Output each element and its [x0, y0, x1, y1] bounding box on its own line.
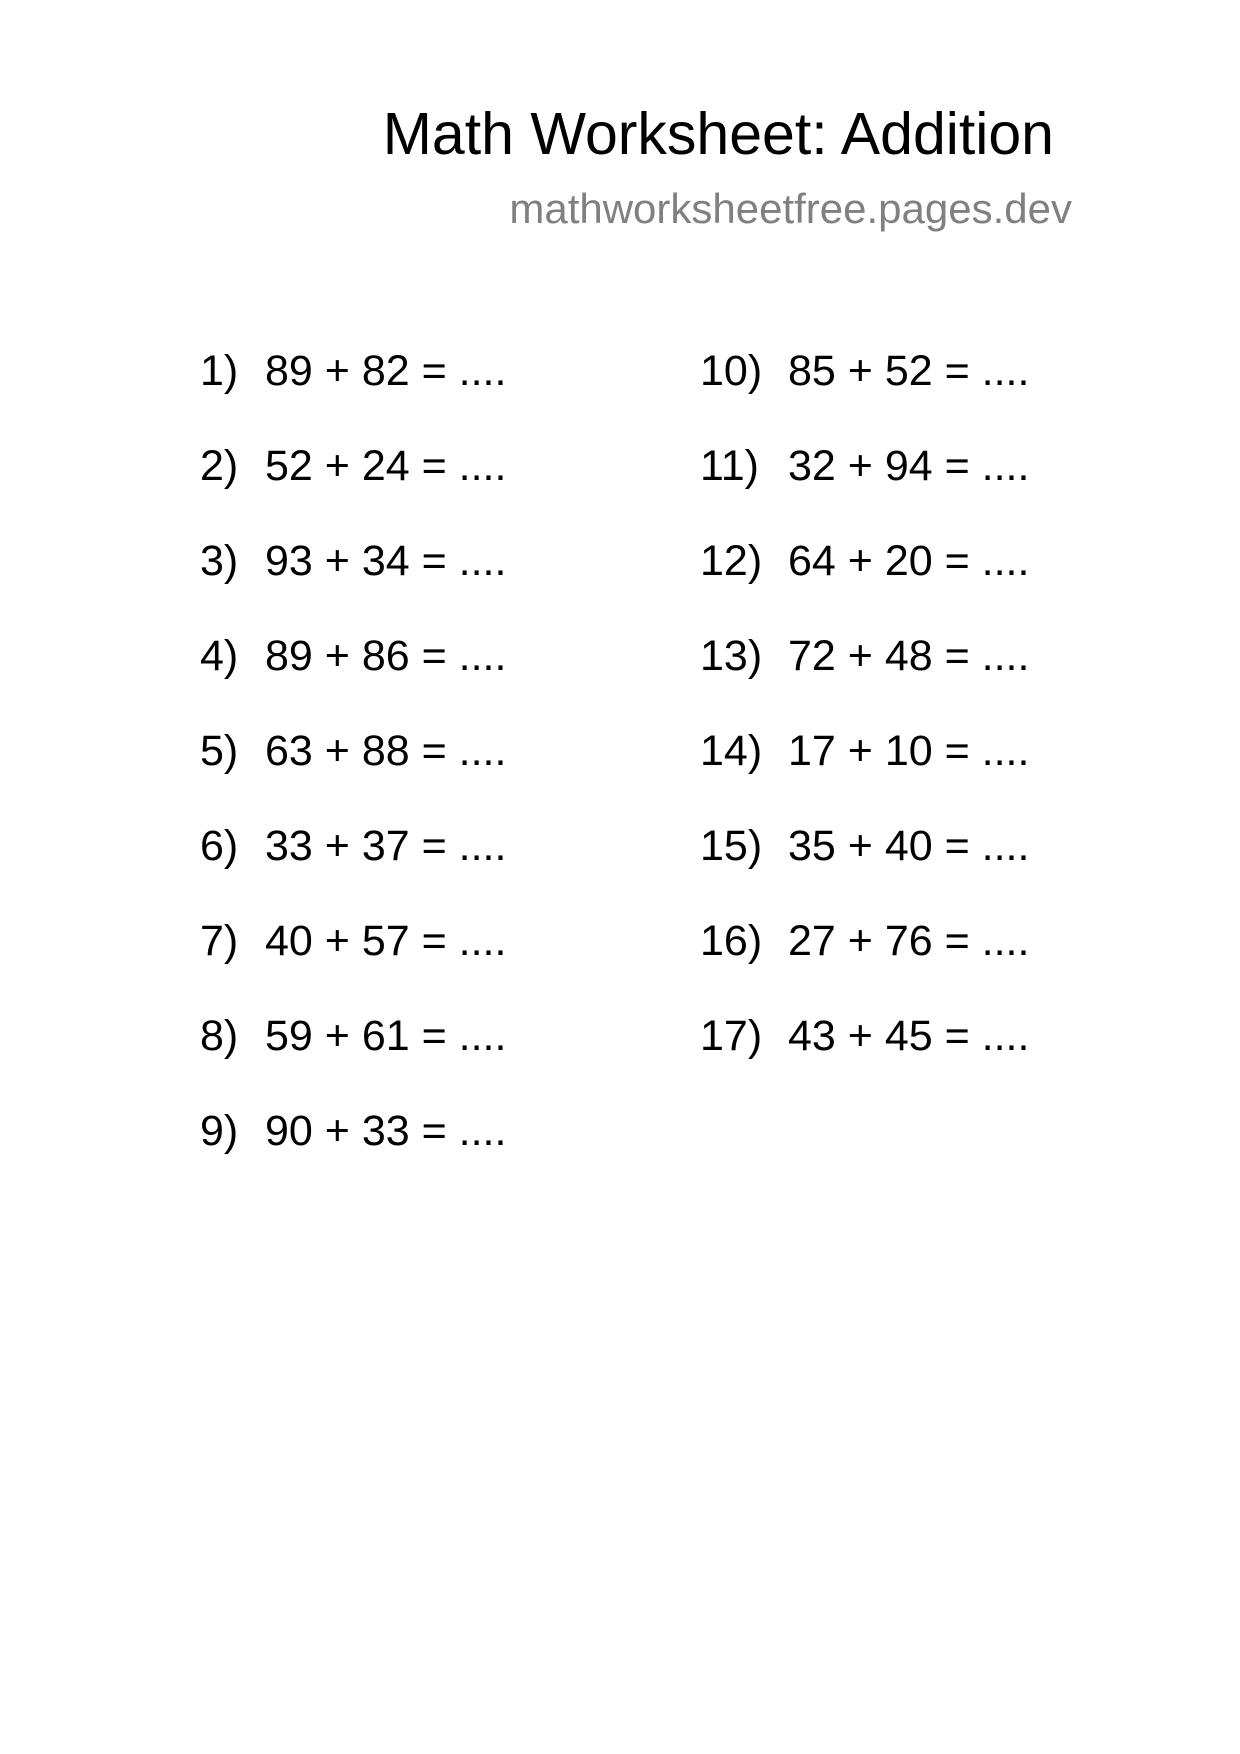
problem-item: [200, 1105, 506, 1200]
problem-number: 12): [700, 537, 763, 585]
problems-column-right: [700, 345, 1029, 1105]
problem-expression: 59 + 61 = ....: [265, 1012, 507, 1060]
problem-number: 11): [700, 442, 759, 490]
problem-item: [200, 440, 506, 535]
problem-item: [200, 1010, 506, 1105]
problem-expression: 89 + 82 = ....: [265, 347, 507, 395]
problem-item: [700, 725, 1029, 820]
problem-item: [200, 915, 506, 1010]
problem-number: 7): [200, 917, 239, 965]
problem-number: 13): [700, 632, 763, 680]
problem-number: 10): [700, 347, 763, 395]
problem-item: [700, 345, 1029, 440]
problem-number: 16): [700, 917, 763, 965]
problem-expression: 27 + 76 = ....: [788, 917, 1030, 965]
problem-number: 15): [700, 822, 763, 870]
problem-item: [700, 535, 1029, 630]
problem-item: [700, 915, 1029, 1010]
problem-number: 4): [200, 632, 239, 680]
problem-expression: 89 + 86 = ....: [265, 632, 507, 680]
problem-number: 6): [200, 822, 239, 870]
problem-number: 3): [200, 537, 239, 585]
problem-item: [200, 820, 506, 915]
problem-item: [700, 820, 1029, 915]
problem-item: [700, 1010, 1029, 1105]
problem-item: [200, 630, 506, 725]
problem-item: [200, 725, 506, 820]
problem-number: 17): [700, 1012, 763, 1060]
problem-number: 1): [200, 347, 239, 395]
problem-expression: 93 + 34 = ....: [265, 537, 507, 585]
problem-expression: 90 + 33 = ....: [265, 1107, 507, 1155]
problem-expression: 40 + 57 = ....: [265, 917, 507, 965]
problem-number: 14): [700, 727, 763, 775]
problem-item: [200, 535, 506, 630]
problem-expression: 43 + 45 = ....: [788, 1012, 1030, 1060]
site-url: mathworksheetfree.pages.dev: [509, 185, 1072, 232]
problem-item: [200, 345, 506, 440]
problem-expression: 64 + 20 = ....: [788, 537, 1030, 585]
problem-expression: 52 + 24 = ....: [265, 442, 507, 490]
page-title: Math Worksheet: Addition: [382, 101, 1054, 167]
problem-number: 9): [200, 1107, 239, 1155]
problem-item: [700, 440, 1029, 535]
problems-column-left: [200, 345, 506, 1200]
problem-number: 5): [200, 727, 239, 775]
problem-number: 8): [200, 1012, 239, 1060]
problem-expression: 72 + 48 = ....: [788, 632, 1030, 680]
problem-number: 2): [200, 442, 239, 490]
problem-expression: 85 + 52 = ....: [788, 347, 1030, 395]
problem-expression: 35 + 40 = ....: [788, 822, 1030, 870]
problem-expression: 32 + 94 = ....: [788, 442, 1030, 490]
problem-expression: 33 + 37 = ....: [265, 822, 507, 870]
problem-expression: 63 + 88 = ....: [265, 727, 507, 775]
problem-item: [700, 630, 1029, 725]
problem-expression: 17 + 10 = ....: [788, 727, 1030, 775]
